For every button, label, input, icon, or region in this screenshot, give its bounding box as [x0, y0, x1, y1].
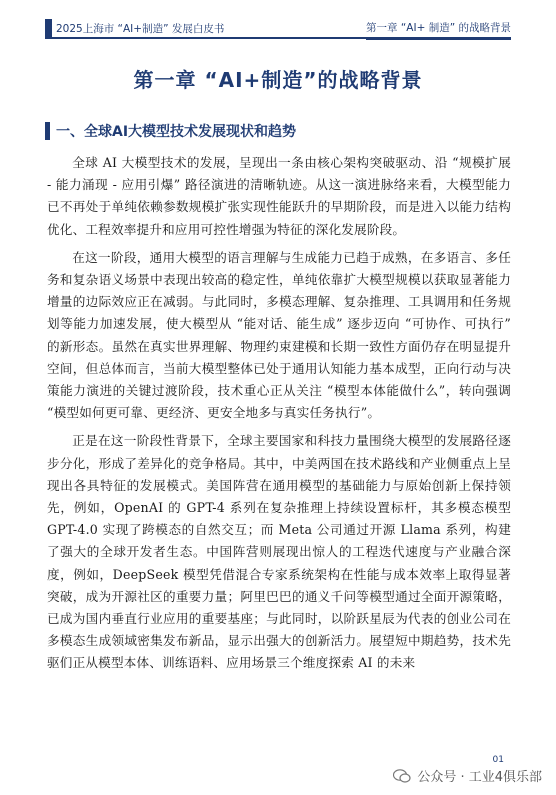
paragraph: 全球 AI 大模型技术的发展，呈现出一条由核心架构突破驱动、沿 “规模扩展 - 能力涌现 - 应用引爆” 路径演进的清晰轨迹。从这一演进脉络来看，大模型能力已不再处于单纯依赖参数规模扩张实现性能跃升的早期阶段，而是进入以能力结构优化、工程效率提升和应用可控性增强为特征的深化发展阶段。	[47, 155, 511, 237]
page-number: 01	[492, 755, 504, 765]
header-divider-thick	[366, 37, 511, 40]
watermark-text: 公众号 · 工业4俱乐部	[417, 770, 542, 785]
header-bar-icon	[45, 19, 52, 37]
section-bar-icon	[45, 122, 50, 140]
section-heading	[45, 121, 296, 141]
page-header	[45, 18, 511, 38]
paragraph: 在这一阶段，通用大模型的语言理解与生成能力已趋于成熟，在多语言、多任务和复杂语义场景中表现出较高的稳定性，单纯依靠扩大模型规模以获取显著能力增量的边际效应正在减弱。与此同时，多模态理解、复杂推理、工具调用和任务规划等能力加速发展，使大模型从 “能对话、能生成” 逐步迈向 “可协作、可执行” 的新形态。虽然在真实世界理解、物理约束建模和长期一致性方面仍存在明显提升空间，但总体而言，当前大模型整体已处于通用认知能力基本成型，正向行动与决策能力演进的关键过渡阶段，技术重心正从关注 “模型本体能做什么”，转向强调 “模型如何更可靠、更经济、更安全地多与真实任务执行”。	[47, 249, 511, 421]
header-right-text: 第一章 “AI+ 制造” 的战略背景	[366, 22, 511, 34]
section-title: 一、全球AI大模型技术发展现状和趋势	[56, 124, 297, 140]
wechat-icon	[393, 769, 411, 783]
chapter-title: 第一章 “AI+制造”的战略背景	[133, 68, 423, 92]
header-left-text: 2025上海市 “AI+制造” 发展白皮书	[56, 22, 225, 35]
header-left	[45, 18, 224, 38]
paragraph: 正是在这一阶段性背景下，全球主要国家和科技力量围绕大模型的发展路径逐步分化，形成了差异化的竞争格局。其中，中美两国在技术路线和产业侧重点上呈现出各具特征的发展模式。美国阵营在通用模型的基础能力与原始创新上保持领先，例如，OpenAI 的 GPT-4 系列在复杂推理上持续设置标杆，其多模态模型 GPT-4.0 实现了跨模态的自然交互；而 Meta 公司通过开源 Llama 系列，构建了强大的全球开发者生态。中国阵营则展现出惊人的工程迭代速度与产业融合深度，例如，DeepSeek 模型凭借混合专家系统架构在性能与成本效率上取得显著突破，成为开源社区的重要力量；阿里巴巴的通义千问等模型通过全面开源策略，已成为国内垂直行业应用的重要基座；与此同时，以阶跃星辰为代表的创业公司在多模态生成领域密集发布新品，显示出强大的创新活力。展望短中期趋势，技术先驱们正从模型本体、训练语料、应用场景三个维度探索 AI 的未来	[47, 433, 511, 671]
watermark	[393, 766, 542, 785]
body-text	[47, 152, 511, 681]
